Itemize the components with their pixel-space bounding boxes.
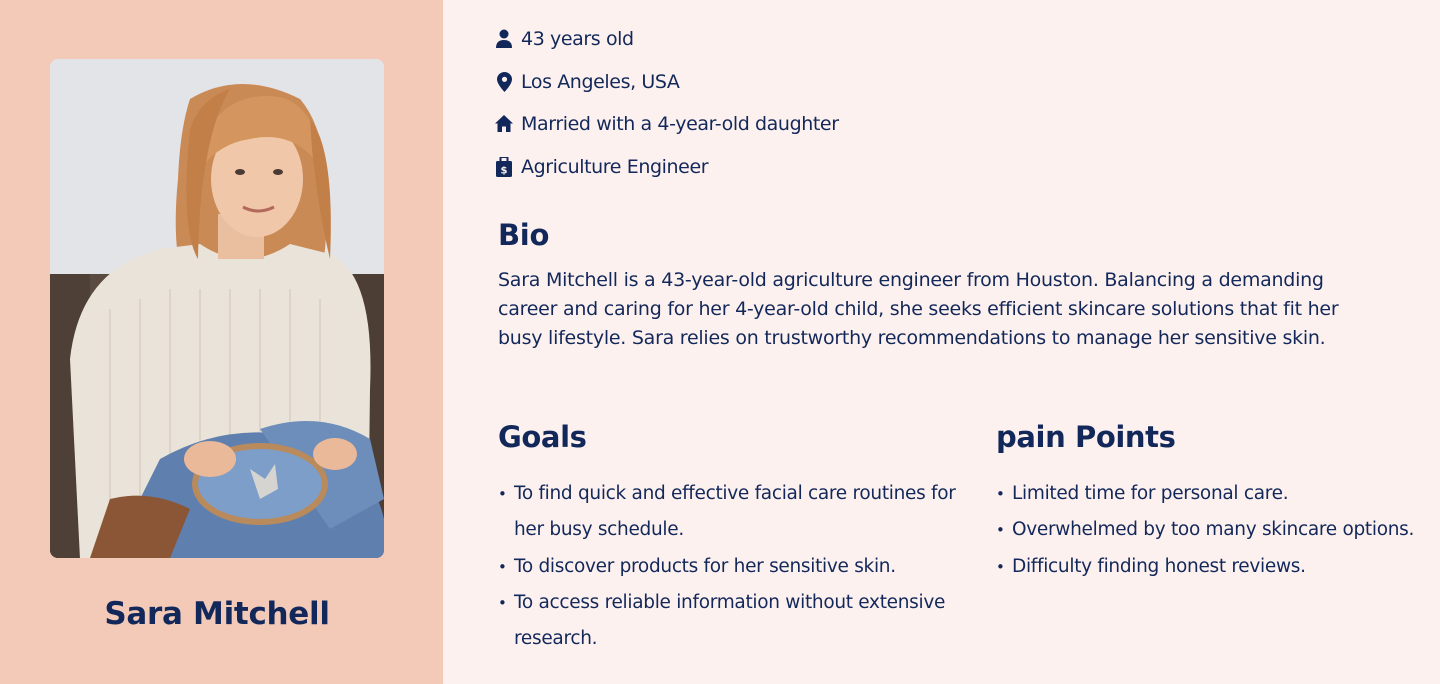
goals-list (498, 476, 968, 657)
goal-item: • To access reliable information without extensive research. (498, 585, 968, 658)
fact-occupation-text: Agriculture Engineer (521, 156, 709, 179)
details-panel (443, 0, 1440, 684)
goal-item: • To discover products for her sensitive skin. (498, 549, 968, 585)
goals-heading: Goals (498, 420, 587, 454)
pain-points-list (996, 476, 1436, 585)
bio-text: Sara Mitchell is a 43-year-old agriculture engineer from Houston. Balancing a demanding career and caring for her 4-year-old child, she seeks efficient skincare solutions that fit her busy lifestyle. Sara relies on trustworthy recommendations to manage her sensitive skin. (498, 269, 1339, 349)
bio-heading: Bio (498, 218, 550, 252)
svg-text:$: $ (500, 165, 508, 177)
fact-age-text: 43 years old (521, 28, 634, 50)
pain-point-item: • Overwhelmed by too many skincare options. (996, 512, 1436, 548)
fact-age (495, 24, 839, 54)
fact-family (495, 109, 839, 139)
briefcase-dollar-icon (495, 156, 513, 178)
fact-location (495, 67, 839, 97)
persona-name: Sara Mitchell (104, 596, 330, 632)
facts-list (495, 24, 839, 195)
portrait-photo (50, 59, 384, 558)
fact-family-text: Married with a 4-year-old daughter (521, 113, 839, 136)
pain-points-heading: pain Points (996, 420, 1176, 454)
pain-point-item: • Limited time for personal care. (996, 476, 1436, 512)
fact-occupation (495, 152, 839, 182)
goal-item: • To find quick and effective facial care routines for her busy schedule. (498, 476, 968, 549)
person-icon (495, 28, 513, 50)
home-icon (495, 113, 513, 135)
pain-point-item: • Difficulty finding honest reviews. (996, 549, 1436, 585)
fact-location-text: Los Angeles, USA (521, 70, 680, 93)
location-pin-icon (495, 71, 513, 93)
profile-panel (0, 0, 443, 684)
